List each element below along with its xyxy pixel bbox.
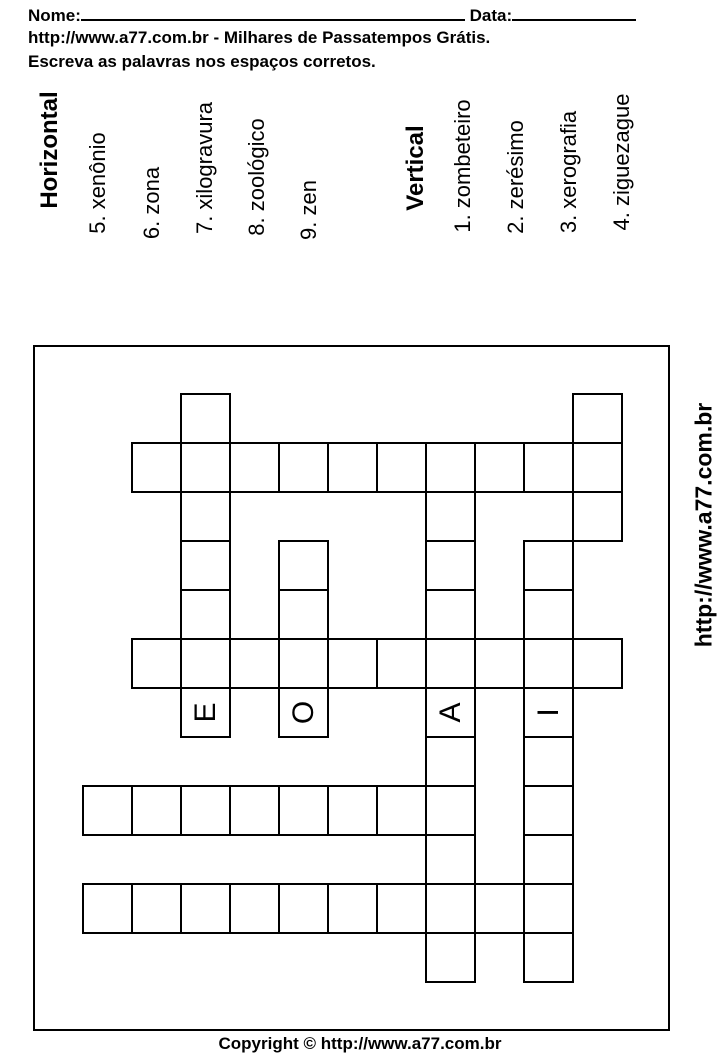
- crossword-cell[interactable]: [426, 737, 475, 786]
- date-label: Data:: [469, 6, 513, 25]
- vertical-clue: 4. ziguezague: [609, 93, 634, 231]
- given-letter: O: [287, 700, 320, 725]
- crossword-cell[interactable]: [475, 884, 524, 933]
- crossword-cell[interactable]: [279, 443, 328, 492]
- crossword-cell[interactable]: [377, 639, 426, 688]
- crossword-cell[interactable]: [377, 443, 426, 492]
- crossword-cell[interactable]: [279, 639, 328, 688]
- crossword-cell[interactable]: [230, 786, 279, 835]
- given-letter: A: [434, 702, 467, 723]
- crossword-cell[interactable]: [426, 786, 475, 835]
- given-letter: I: [532, 708, 565, 717]
- crossword-cell[interactable]: [279, 884, 328, 933]
- horizontal-clue: 6. zona: [139, 166, 164, 240]
- crossword-cell[interactable]: [132, 786, 181, 835]
- crossword-cell[interactable]: [132, 443, 181, 492]
- site-line: http://www.a77.com.br - Milhares de Passatempos Grátis.: [28, 28, 491, 47]
- horizontal-clue: 7. xilogravura: [192, 101, 217, 235]
- crossword-cell[interactable]: [524, 737, 573, 786]
- crossword-cell[interactable]: [426, 443, 475, 492]
- crossword-cell[interactable]: [475, 443, 524, 492]
- crossword-cell[interactable]: [83, 786, 132, 835]
- crossword-cell[interactable]: [181, 394, 230, 443]
- crossword-cell[interactable]: [230, 884, 279, 933]
- crossword-cell[interactable]: [328, 786, 377, 835]
- crossword-cell[interactable]: [524, 541, 573, 590]
- crossword-cell[interactable]: [524, 835, 573, 884]
- crossword-cell[interactable]: [132, 884, 181, 933]
- crossword-cell[interactable]: [426, 541, 475, 590]
- crossword-cell[interactable]: [573, 639, 622, 688]
- crossword-cell[interactable]: [426, 639, 475, 688]
- crossword-cell[interactable]: [230, 443, 279, 492]
- crossword-cell[interactable]: [230, 639, 279, 688]
- crossword-cell[interactable]: [328, 639, 377, 688]
- crossword-cell[interactable]: [181, 884, 230, 933]
- crossword-cell[interactable]: [426, 688, 475, 737]
- horizontal-clue: 5. xenônio: [85, 132, 110, 234]
- crossword-cell[interactable]: [573, 443, 622, 492]
- crossword-cell[interactable]: [181, 639, 230, 688]
- crossword-cell[interactable]: [132, 639, 181, 688]
- crossword-cell[interactable]: [181, 443, 230, 492]
- crossword-cell[interactable]: [181, 590, 230, 639]
- crossword-cell[interactable]: [524, 590, 573, 639]
- crossword-cell[interactable]: [426, 492, 475, 541]
- crossword-cell[interactable]: [573, 394, 622, 443]
- crossword-cell[interactable]: [328, 884, 377, 933]
- crossword-cell[interactable]: [181, 541, 230, 590]
- crossword-cell[interactable]: [524, 933, 573, 982]
- crossword-cell[interactable]: [328, 443, 377, 492]
- side-url: http://www.a77.com.br: [690, 402, 717, 648]
- horizontal-clue: 9. zen: [296, 180, 321, 240]
- crossword-cell[interactable]: [426, 884, 475, 933]
- crossword-cell[interactable]: [524, 443, 573, 492]
- crossword-cell[interactable]: [573, 492, 622, 541]
- crossword-cell[interactable]: [83, 884, 132, 933]
- crossword-cell[interactable]: [181, 786, 230, 835]
- crossword-cell[interactable]: [279, 590, 328, 639]
- crossword-cell[interactable]: [426, 933, 475, 982]
- vertical-clue: 1. zombeteiro: [450, 99, 475, 233]
- crossword-cell[interactable]: [524, 884, 573, 933]
- crossword-cell[interactable]: [524, 786, 573, 835]
- name-label: Nome:: [28, 6, 81, 25]
- vertical-heading: Vertical: [402, 125, 429, 211]
- crossword-cell[interactable]: [279, 541, 328, 590]
- crossword-cell[interactable]: [426, 590, 475, 639]
- vertical-clue: 2. zerésimo: [503, 120, 528, 234]
- crossword-cell[interactable]: [524, 688, 573, 737]
- crossword-cell[interactable]: [377, 884, 426, 933]
- crossword-cell[interactable]: [181, 492, 230, 541]
- vertical-clue: 3. xerografia: [556, 110, 581, 234]
- copyright-footer: Copyright © http://www.a77.com.br: [218, 1034, 502, 1053]
- horizontal-clue: 8. zoológico: [244, 118, 269, 236]
- crossword-cell[interactable]: [426, 835, 475, 884]
- crossword-cell[interactable]: [181, 688, 230, 737]
- given-letter: E: [189, 702, 222, 723]
- horizontal-heading: Horizontal: [36, 91, 63, 209]
- crossword-cell[interactable]: [475, 639, 524, 688]
- crossword-cell[interactable]: [377, 786, 426, 835]
- crossword-cell[interactable]: [279, 786, 328, 835]
- instruction: Escreva as palavras nos espaços corretos.: [28, 52, 376, 71]
- crossword-cell[interactable]: [524, 639, 573, 688]
- crossword-cell[interactable]: [279, 688, 328, 737]
